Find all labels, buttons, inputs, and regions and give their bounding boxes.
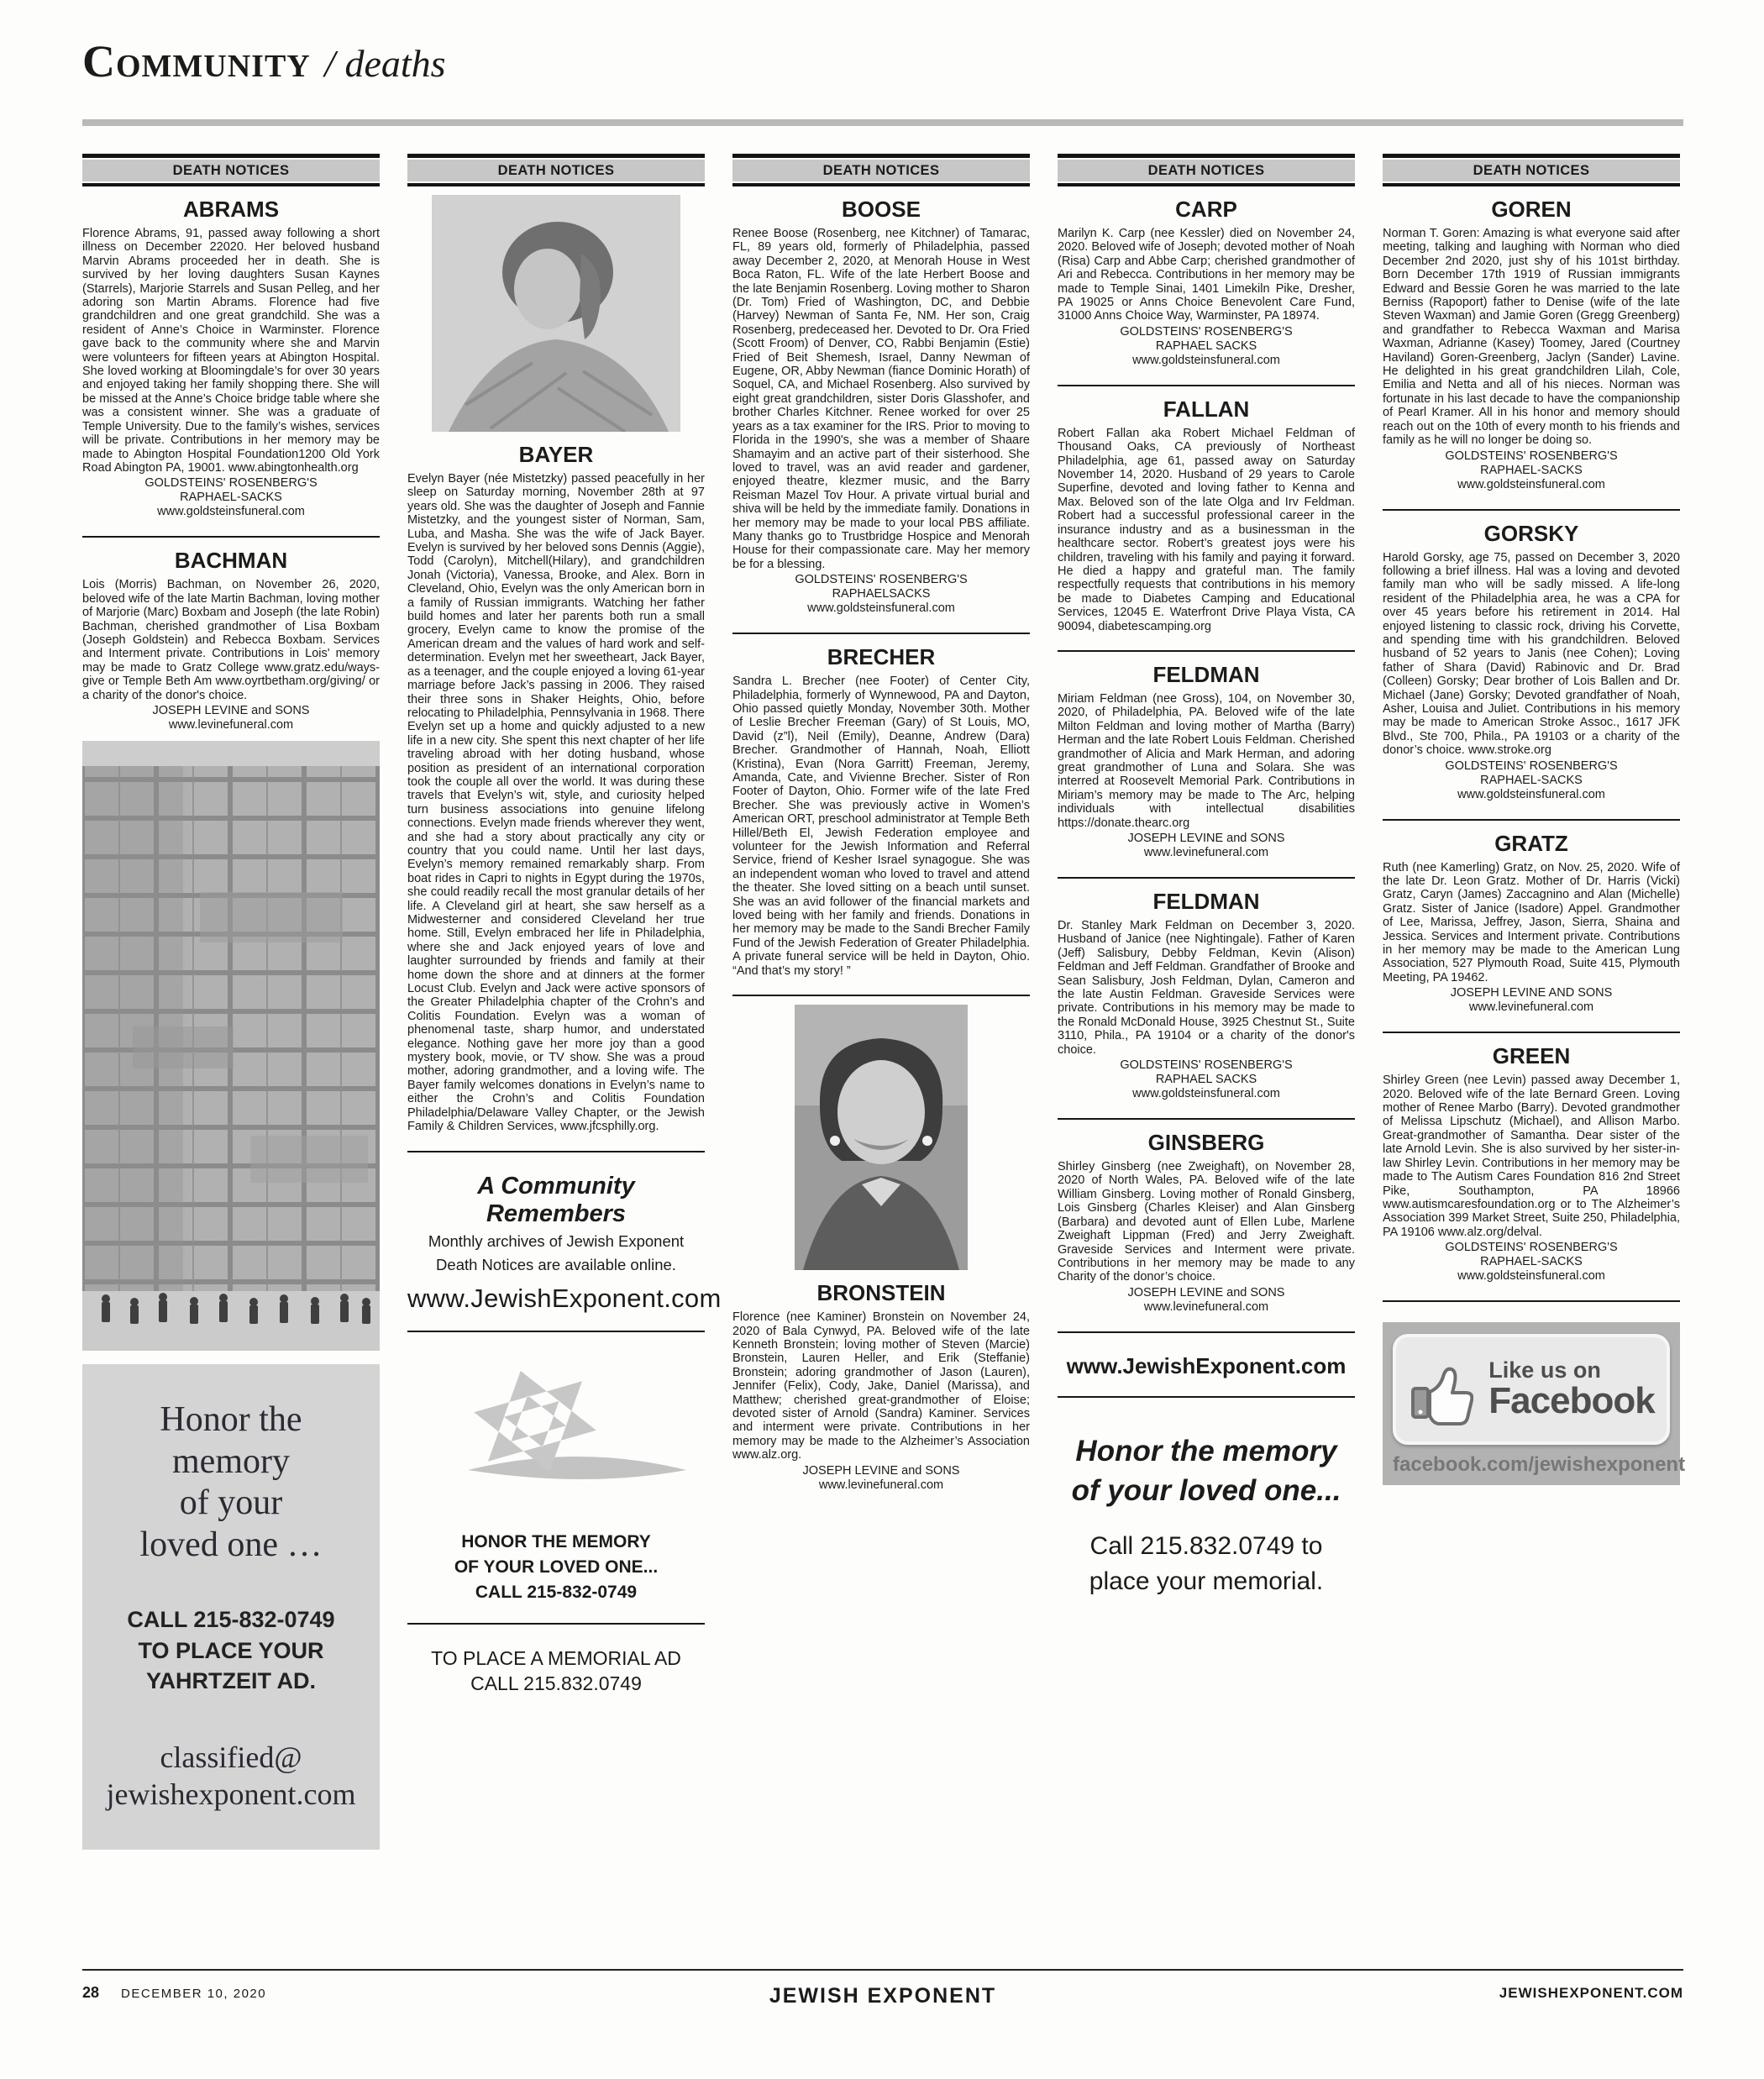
section-divider: [1383, 509, 1680, 511]
ad-line: CALL 215-832-0749: [127, 1607, 335, 1633]
obituary-title: BAYER: [518, 442, 594, 467]
signature-line: GOLDSTEINS' ROSENBERG'S: [1445, 1241, 1618, 1255]
signature-line: www.levinefuneral.com: [1143, 1299, 1269, 1314]
section-divider: [1383, 1300, 1680, 1302]
ad-line: TO PLACE A MEMORIAL AD: [431, 1646, 681, 1669]
honor-memory-ad-col2: [407, 1530, 705, 1606]
facebook-brand-label: Facebook: [1488, 1379, 1655, 1421]
signature-line: JOSEPH LEVINE and SONS: [1127, 832, 1285, 845]
section-divider: [732, 633, 1030, 634]
signature-line: www.goldsteinsfuneral.com: [1457, 1269, 1605, 1284]
section-divider: [1058, 1396, 1355, 1398]
footer-website: JEWISHEXPONENT.COM: [1499, 1985, 1683, 2001]
ad-line: of your loved one...: [1071, 1473, 1341, 1507]
signature-line: GOLDSTEINS' ROSENBERG'S: [1120, 1058, 1293, 1073]
signature-line: RAPHAEL-SACKS: [1480, 463, 1583, 477]
obituary-body: Florence Abrams, 91, passed away following a short illness on December 22020. Her beloved husband Marvin Abrams proceeded her in death. She is survived by her loving daughters Susan Kaynes (Starrels), Marjorie Starrels and Susan Pelleg, and her adoring son Martin Abrams. Florence had five grandchildren and one great grandchild. She was a resident of Anne’s Choice in Warminster. Florence gave back to the community where she and Marvin were volunteers for fifteen years at Abington Hospital. She loved working at Bloomingdale’s for over 30 years and enjoyed taking her family shopping there. She will be missed at the Anne’s Choice bridge table where she was a consistent winner. She was a graduate of Temple University. Due to the family’s wishes, services will be private. Contributions in her memory may be made to Abington Hospital Foundation1200 Old York Road Abington PA, 19001. www.abingtonhealth.org: [82, 227, 380, 475]
signature-line: GOLDSTEINS' ROSENBERG'S: [1120, 324, 1293, 339]
ad-line: CALL 215-832-0749: [475, 1583, 638, 1603]
obituary-boose: [732, 197, 1030, 616]
ad-line: Honor the memory: [1075, 1434, 1337, 1467]
jewish-exponent-url: www.JewishExponent.com: [407, 1283, 722, 1313]
death-notices-label: DEATH NOTICES: [1383, 160, 1680, 181]
death-notices-header: [1058, 154, 1355, 186]
ad-line: HONOR THE MEMORY: [461, 1531, 651, 1551]
columns-container: [82, 154, 1686, 1850]
obituary-title: BRECHER: [827, 644, 936, 670]
obituary-feldman-stanley: [1058, 889, 1355, 1101]
death-notices-header: [82, 154, 380, 186]
death-notices-label: DEATH NOTICES: [1058, 160, 1355, 181]
obituary-feldman-miriam: [1058, 662, 1355, 860]
obituary-title: GOREN: [1491, 197, 1572, 222]
community-remembers-ad: [407, 1172, 722, 1314]
obituary-green: [1383, 1043, 1680, 1284]
signature-line: www.goldsteinsfuneral.com: [1457, 477, 1605, 491]
header-rule: [82, 119, 1683, 126]
funeral-home-signature: [1383, 449, 1680, 492]
funeral-home-signature: [1383, 986, 1680, 1015]
obituary-body: Renee Boose (Rosenberg, nee Kitchner) of Tamarac, FL, 89 years old, formerly of Philadelphia, passed away December 2, 2020, at Menorah House in West Boca Raton, FL. Wife of the late Herbert Boose and the late Benjamin Rosenberg. Loving mother to Sharon (Dr. Tom) Fried of Washington, DC, and Debbie (Harvey) Newman of Santa Fe, NM. Her son, Craig Rosenberg, predeceased her. Devoted to Dr. Ora Fried (Scott Froom) of Denver, CO, Rabbi Benjamin (Estie) Fried of Beit Shemesh, Israel, Danny Newman of Eugene, OR, Abby Newman (fiance Dominic Horath) of Soquel, CA, and Michael Rosenberg. Also survived by eight great grandchildren, sister Doris Glasshofer, and brother Charles Kitchner. Renee worked for over 25 years as a tax examiner for the IRS. Prior to moving to Florida in the 1990's, she was a member of Shaare Shamayim and an active part of their sisterhood. She loved to travel, was an avid reader and gardener, enjoyed theatre, klezmer music, and the Barry Reisman Mazel Tov Hour. A private virtual burial and shiva will be held by the immediate family. Donations in her memory may be made to your local PBS affiliate. Many thanks go to Trustbridge Hospice and Menorah House for their compassionate care. May her memory be for a blessing.: [732, 227, 1030, 571]
footer-page-number: 28: [82, 1984, 100, 2001]
signature-line: www.levinefuneral.com: [1468, 1000, 1594, 1015]
obituary-body: Shirley Green (nee Levin) passed away December 1, 2020. Beloved wife of the late Bernard Green. Loving mother of Renee Marbo (Barry). Devoted grandmother of Melissa Lipschutz (Michael), and Allison Marbo. Great-grandmother of Samantha. Dear sister of the late Arnold Levin. She is also survived by her sister-in-law Shirley Levin. Contributions in her memory may be made to The Autism Cares Foundation 816 2nd Street Pike, Southampton, PA 18966 www.autismcaresfoundation.org or to The Alzheimer’s Association 399 Market Street, Suite 250, Philadelphia, PA 19106 www.alz.org/delval.: [1383, 1074, 1680, 1239]
funeral-home-signature: [82, 704, 380, 732]
signature-line: www.levinefuneral.com: [818, 1478, 944, 1492]
signature-line: RAPHAEL SACKS: [1155, 1073, 1257, 1087]
ad-line: loved one …: [139, 1525, 323, 1564]
ad-line: Death Notices are available online.: [436, 1255, 676, 1273]
signature-line: JOSEPH LEVINE and SONS: [152, 703, 310, 717]
obituary-title: GINSBERG: [1147, 1130, 1265, 1156]
signature-line: www.levinefuneral.com: [1143, 846, 1269, 859]
death-notices-header: [407, 154, 705, 186]
funeral-home-signature: [82, 476, 380, 519]
signature-line: www.goldsteinsfuneral.com: [1132, 1087, 1280, 1101]
funeral-home-signature: [732, 1464, 1030, 1493]
bayer-portrait-photo: [432, 195, 680, 432]
ad-line: place your memorial.: [1089, 1567, 1324, 1596]
signature-line: RAPHAEL-SACKS: [180, 491, 282, 505]
footer-publication-name: JEWISH EXPONENT: [769, 1984, 997, 2008]
funeral-home-signature: [1058, 1286, 1355, 1315]
section-divider: [407, 1623, 705, 1625]
funeral-home-signature: [1058, 325, 1355, 368]
ad-line: Monthly archives of Jewish Exponent: [428, 1231, 685, 1250]
obituary-title: GREEN: [1492, 1043, 1571, 1069]
section-divider: [1058, 385, 1355, 386]
section-divider: [1058, 1118, 1355, 1120]
footer-date: DECEMBER 10, 2020: [121, 1987, 267, 2001]
death-notices-header: [732, 154, 1030, 186]
funeral-home-signature: [1383, 1241, 1680, 1284]
obituary-bachman: [82, 548, 380, 732]
death-notices-label: DEATH NOTICES: [732, 160, 1030, 181]
signature-line: GOLDSTEINS' ROSENBERG'S: [795, 573, 968, 587]
star-logo-container: [407, 1344, 705, 1516]
ad-headline: [1058, 1431, 1355, 1511]
death-notices-rule: [407, 183, 705, 186]
ad-line: YAHRTZEIT AD.: [145, 1668, 316, 1694]
signature-line: GOLDSTEINS' ROSENBERG'S: [144, 476, 318, 491]
obituary-body: Marilyn K. Carp (nee Kessler) died on November 24, 2020. Beloved wife of Joseph; devoted mother of Noah (Risa) Carp and Abbe Carp; cherished grandmother of Ari and Rebecca. Contributions in her memory may be made to Temple Sinai, 1401 Limekiln Pike, Dresher, PA 19025 or Anns Choice Benevolent Care Fund, 31000 Anns Choice Way, Warminster, PA 18974.: [1058, 227, 1355, 323]
ad-line: OF YOUR LOVED ONE...: [454, 1557, 659, 1578]
obituary-bayer: [407, 442, 705, 1134]
obituary-title: FALLAN: [1163, 396, 1250, 422]
facebook-like-label: Like us on: [1488, 1357, 1601, 1383]
section-divider: [1058, 1331, 1355, 1333]
obituary-title: BOOSE: [842, 197, 921, 222]
obituary-body: Florence (nee Kaminer) Bronstein on November 24, 2020 of Bala Cynwyd, PA. Beloved wife of the late Kenneth Bronstein; loving mother of Steven (Marcie) Bronstein, Lauren Heller, and Erik (Steffanie) Bronstein; adoring grandmother of Jason (Lauren), Jennifer (Felix), Cody, Jake, Daniel (Marissa), and Matthew; cherished great-grandmother of Eloise; devoted sister of Arnold (Sandra) Kaminer. Services and interment were private. Contributions in her memory may be made to the Alzheimer’s Association www.alz.org.: [732, 1310, 1030, 1462]
obituary-fallan: [1058, 396, 1355, 633]
obituary-body: Sandra L. Brecher (nee Footer) of Center City, Philadelphia, formerly of Wynnewood, PA and Dayton, Ohio passed quietly Monday, November 30th. Mother of Leslie Brecher Freeman (Gary) of St Louis, MO, David (z”l), Neil (Emily), Deanne, Andrew (Dara) Brecher. Grandmother of Hannah, Noah, Elliott (Kristina), Evan (Nora Garritt) Freeman, Jeremy, Amanda, Cate, and Vivienne Brecher. Sister of Ron Footer of Dayton, Ohio. Former wife of the late Fred Brecher. She was previously active in Women’s American ORT, preschool administrator at Temple Beth Hillel/Beth El, Jewish Federation employee and volunteer for the Jewish Information and Referral Service, friend of Kesher Israel synagogue. She was an independent woman who loved to travel and attend the theater. She loved sitting on a beach until sunset. She was an avid follower of the financial markets and loved being with her family and friends. Donations in her memory may be made to the Sandi Brecher Family Fund of the Jewish Federation of Greater Philadelphia. A private funeral service will be held in Dayton, Ohio. “And that’s my story! ”: [732, 675, 1030, 978]
yahrtzeit-ad: [82, 1364, 380, 1850]
signature-line: RAPHAEL SACKS: [1155, 339, 1257, 353]
death-notices-label: DEATH NOTICES: [407, 160, 705, 181]
death-notices-rule: [82, 183, 380, 186]
signature-line: www.goldsteinsfuneral.com: [157, 505, 305, 519]
footer-rule: [82, 1969, 1683, 1971]
ad-line: memory: [172, 1441, 290, 1481]
ad-line: jewishexponent.com: [106, 1777, 356, 1811]
ad-line: TO PLACE YOUR: [138, 1637, 324, 1663]
obituary-body: Dr. Stanley Mark Feldman on December 3, 2020. Husband of Janice (nee Nightingale). Father of Karen (Jeff) Salisbury, Debby Feldman, Kevin (Alison) Feldman and Jeff Feldman. Grandfather of Brooke and Sean Salisbury, Josh Feldman, Dylan, Cameron and the late Austin Feldman. Graveside Services were private. Contributions in his memory may be made to the Ronald McDonald House, 3925 Chestnut St., Suite 3110, Phila., PA 19104 or a charity of the donor's choice.: [1058, 919, 1355, 1057]
column-1: [82, 154, 380, 1850]
death-notices-header: [1383, 154, 1680, 186]
yahrtzeit-ad-call: [96, 1604, 366, 1696]
section-divider: [407, 1331, 705, 1332]
thumbs-up-icon: [1408, 1353, 1473, 1425]
facebook-ad: [1383, 1322, 1686, 1485]
funeral-home-signature: [732, 573, 1030, 616]
facebook-url: facebook.com/jewishexponent: [1393, 1453, 1686, 1477]
signature-line: GOLDSTEINS' ROSENBERG'S: [1445, 759, 1618, 773]
signature-line: www.goldsteinsfuneral.com: [807, 601, 955, 616]
obituary-abrams: [82, 197, 380, 519]
obituary-body: Harold Gorsky, age 75, passed on December 3, 2020 following a brief illness. Hal was a loving and devoted family man who will be sadly missed. A life-long resident of the Philadelphia area, he was a CPA for over 45 years before his retirement in 2014. Hal enjoyed listening to classic rock, driving his Corvette, and spending time with his grandchildren. Beloved husband of 52 years to Janis (nee Cohen); Loving father of Shara (David) Rabinovic and Dr. Brad (Colleen) Gorsky; Dear brother of Lois Ballen and Dr. Michael (Jane) Gorsky; Devoted grandfather of Noah, Asher, Louisa and Juliet. Contributions in his memory may be made to American Stroke Assoc., 1617 JFK Blvd., Ste 700, Phila., PA 19103 or a charity of the donor’s choice. www.stroke.org: [1383, 550, 1680, 758]
section-divider: [1383, 819, 1680, 821]
ad-call: [1058, 1529, 1355, 1599]
jewish-exponent-url-banner: www.JewishExponent.com: [1066, 1352, 1347, 1378]
obituary-goren: [1383, 197, 1680, 492]
signature-line: RAPHAEL-SACKS: [1480, 773, 1583, 787]
bronstein-portrait-photo: [795, 1005, 968, 1270]
obituary-body: Evelyn Bayer (née Mistetzky) passed peacefully in her sleep on Saturday morning, November 28th at 97 years old. She was the daughter of Joseph and Fannie Mistetzky, and the youngest sister of Norman, Sam, Luba, and Masha. She was the wife of Jack Bayer. Evelyn is survived by her beloved sons Dennis (Aggie), Todd (Carolyn), Mitchell(Hilary), and grandchildren Jonah (Victoria), Vanessa, Brooke, and Alex. Born in Cleveland, Ohio, Evelyn was the only American born in a family of Russian immigrants. Watching her father build homes and later her parents both run a small grocery, Evelyn came to know the promise of the American dream and the values of hard work and self-determination. Evelyn met her sweetheart, Jack Bayer, as a teenager, and the couple enjoyed a loving 61-year marriage before Jack’s passing in 2006. They raised their three sons in Shaker Heights, Ohio, before relocating to Philadelphia, Pennsylvania in 1968. There Evelyn set up a home and quickly adjusted to a new life in a new city. She spent this next chapter of her life traveling abroad with her doting husband, whose position as president of an international corporation took the couple all over the world. It was during these travels that Evelyn’s wit, style, and curiosity helped turn business associations into genuine lifelong connections. Evelyn made friends wherever they went, and she had a story about practically any city or country that you could name. Until her last days, Evelyn’s memory remained remarkably sharp. From boat rides in Capri to nights in Egypt during the 1970s, she could readily recall the most granular details of her life. A Cleveland girl at heart, she saw herself as a Midwesterner and considered Cleveland her true home. Still, Evelyn embraced her life in Philadelphia, where she and Jack enjoyed years of love and laughter surrounded by friends and family at their home down the shore and at dinners at the former Locust Club. Evelyn and Jack were active sponsors of the Greater Philadelphia chapter of the Crohn’s and Colitis Foundation. Evelyn was a woman of phenomenal taste, sharp humor, and understated elegance. Nothing gave her more joy than a good mystery book, movie, or TV show. She was a proud mother, adoring grandmother, and a loving wife. The Bayer family welcomes donations in Evelyn’s name to either the Crohn’s and Colitis Foundation Philadelphia/Delaware Valley Chapter, or the Jewish Family & Children Services, www.jfcsphilly.org.: [407, 472, 705, 1134]
obituary-title: GORSKY: [1483, 520, 1579, 546]
obituary-title: FELDMAN: [1152, 889, 1260, 914]
page-footer: [82, 1984, 1683, 2008]
ad-line: CALL 215.832.0749: [470, 1672, 642, 1694]
death-notices-rule: [1058, 183, 1355, 186]
section-divider: [407, 1151, 705, 1152]
western-wall-photo: [82, 741, 380, 1351]
death-notices-label: DEATH NOTICES: [82, 160, 380, 181]
obituary-title: FELDMAN: [1152, 661, 1260, 687]
column-4: [1058, 154, 1355, 1850]
signature-line: JOSEPH LEVINE and SONS: [1127, 1285, 1285, 1299]
community-remembers-title: A Community Remembers: [477, 1172, 635, 1227]
page-section-header: [82, 35, 446, 87]
column-2: [407, 154, 722, 1850]
obituary-title: ABRAMS: [182, 197, 280, 222]
section-title: Community: [82, 36, 311, 87]
section-divider: [732, 995, 1030, 996]
section-divider: [1383, 1032, 1680, 1033]
obituary-bronstein: [732, 1280, 1030, 1492]
obituary-title: GRATZ: [1494, 830, 1568, 856]
signature-line: JOSEPH LEVINE and SONS: [802, 1463, 960, 1478]
obituary-body: Shirley Ginsberg (nee Zweighaft), on November 28, 2020 of North Wales, PA. Beloved wife of the late William Ginsberg. Loving mother of Ronald Ginsberg, Lois Ginsberg (Charles Kleiser) and Alan Ginsberg (Barbara) and devoted aunt of Ellen Lube, Marlene Zweighaft Lippman (Fred) and Jerry Zweighaft. Graveside Services and Interment were private. Contributions in her memory may be made to any Charity of the donor’s choice.: [1058, 1160, 1355, 1284]
funeral-home-signature: [1058, 1058, 1355, 1101]
facebook-button-text: [1488, 1357, 1654, 1422]
section-subtitle: / deaths: [324, 42, 446, 85]
obituary-gorsky: [1383, 521, 1680, 802]
section-divider: [82, 536, 380, 538]
obituary-body: Lois (Morris) Bachman, on November 26, 2020, beloved wife of the late Martin Bachman, loving mother of Marjorie (Marc) Boxbam and Joseph (the late Robin) Bachman, cherished grandmother of Lisa Boxbam (Joseph Goldstein) and Rebecca Boxbam. Services and Interment private. Contributions in Lois' memory may be made to Gratz College www.gratz.edu/ways-give or Temple Beth Am www.oyrtbetham.org/giving/ or a charity of the donor's choice.: [82, 578, 380, 702]
obituary-ginsberg: [1058, 1130, 1355, 1315]
yahrtzeit-ad-headline: [96, 1399, 366, 1566]
honor-memory-ad-col4: [1058, 1431, 1355, 1600]
signature-line: GOLDSTEINS' ROSENBERG'S: [1445, 449, 1618, 463]
signature-line: JOSEPH LEVINE AND SONS: [1450, 986, 1613, 1000]
obituary-body: Ruth (nee Kamerling) Gratz, on Nov. 25, 2020. Wife of the late Dr. Leon Gratz. Mother of Dr. Harris (Vicki) Gratz, Caryn (James) Zaccagnino and Alan (Michelle) Gratz. Sister of Janice (Isadore) Appel. Grandmother of Lee, Marissa, Jeffrey, Jason, Sierra, Shaina and Jessica. Services and Interment private. Contributions in her memory may be made to the American Lung Association, 527 Plymouth Road, Suite 415, Plymouth Meeting, PA 19462.: [1383, 860, 1680, 984]
section-divider: [1058, 877, 1355, 879]
obituary-carp: [1058, 197, 1355, 368]
obituary-title: BRONSTEIN: [816, 1280, 946, 1306]
signature-line: www.levinefuneral.com: [168, 717, 294, 732]
ad-line: of your: [179, 1483, 283, 1523]
yahrtzeit-ad-email: [96, 1740, 366, 1812]
section-divider: [1058, 650, 1355, 652]
memorial-ad-col2: [407, 1646, 705, 1697]
ad-line: Honor the: [160, 1399, 302, 1439]
obituary-body: Norman T. Goren: Amazing is what everyone said after meeting, talking and laughing with Norman who died December 2nd 2020, just shy of his 101st birthday. Born December 17th 1919 of Russian immigrants Edward and Bessie Goren he was married to the late Berniss (Rapoport) father to Denise (wife of the late Steven Waxman) and Jamie Goren (Gregg Greenberg) and grandfather to Rebecca Waxman and Marisa Waxman, Adrianne (Kasey) Toomey, Jared (Courtney Haviland) Goren-Greenberg, Jaclyn (Sander) Lavine. He delighted in his great grandchildren Lilah, Cole, Emilia and Netta and all of his nieces. Norman was fortunate in his last decade to have the companionship of Pearl Kramer. All in his honor and memory should reach out on the 10th of every month to his friends and family as he will no longer be doing so.: [1383, 227, 1680, 448]
obituary-title: CARP: [1175, 197, 1237, 222]
signature-line: RAPHAELSACKS: [832, 587, 931, 601]
funeral-home-signature: [1058, 832, 1355, 860]
column-5: [1383, 154, 1686, 1850]
ad-line: Call 215.832.0749 to: [1089, 1532, 1323, 1561]
column-3: [732, 154, 1030, 1850]
signature-line: www.goldsteinsfuneral.com: [1132, 353, 1280, 367]
death-notices-rule: [1383, 183, 1680, 186]
facebook-like-button: [1393, 1334, 1670, 1445]
obituary-gratz: [1383, 831, 1680, 1016]
signature-line: RAPHAEL-SACKS: [1480, 1255, 1583, 1269]
funeral-home-signature: [1383, 759, 1680, 802]
obituary-body: Robert Fallan aka Robert Michael Feldman of Thousand Oaks, CA previously of Northeast Philadelphia, age 61, passed away on Saturday November 14, 2020. Husband of 29 years to Carole Superfine, devoted and loving father to Kenna and Max. Beloved son of the late Olga and Irv Feldman. Robert had a successful professional career in the insurance industry and as a businessman in the healthcare sector. Robert’s greatest joys were his children, traveling with his family and paying it forward. He died a happy and grateful man. The family respectfully requests that contributions in his memory be made to Diabetes Camping and Educational Services, 12045 E. Waterfront Drive Playa Vista, CA 90094, diabetescamping.org: [1058, 426, 1355, 633]
obituary-body: Miriam Feldman (nee Gross), 104, on November 30, 2020, of Philadelphia, PA. Beloved wife of the late Milton Feldman and loving mother of Martha (Barry) Herman and the late Robert Louis Feldman. Cherished grandmother of Alicia and Mark Herman, and adoring great grandmother of Luna and Solara. She was interred at Roosevelt Memorial Park. Contributions in Miriam’s memory may be made to The Arc, helping individuals with intellectual disabilities https://donate.thearc.org: [1058, 691, 1355, 830]
death-notices-rule: [732, 183, 1030, 186]
ad-line: classified@: [160, 1740, 302, 1775]
obituary-brecher: [732, 644, 1030, 978]
star-of-david-logo: [417, 1344, 695, 1512]
signature-line: www.goldsteinsfuneral.com: [1457, 787, 1605, 801]
obituary-title: BACHMAN: [174, 548, 288, 574]
